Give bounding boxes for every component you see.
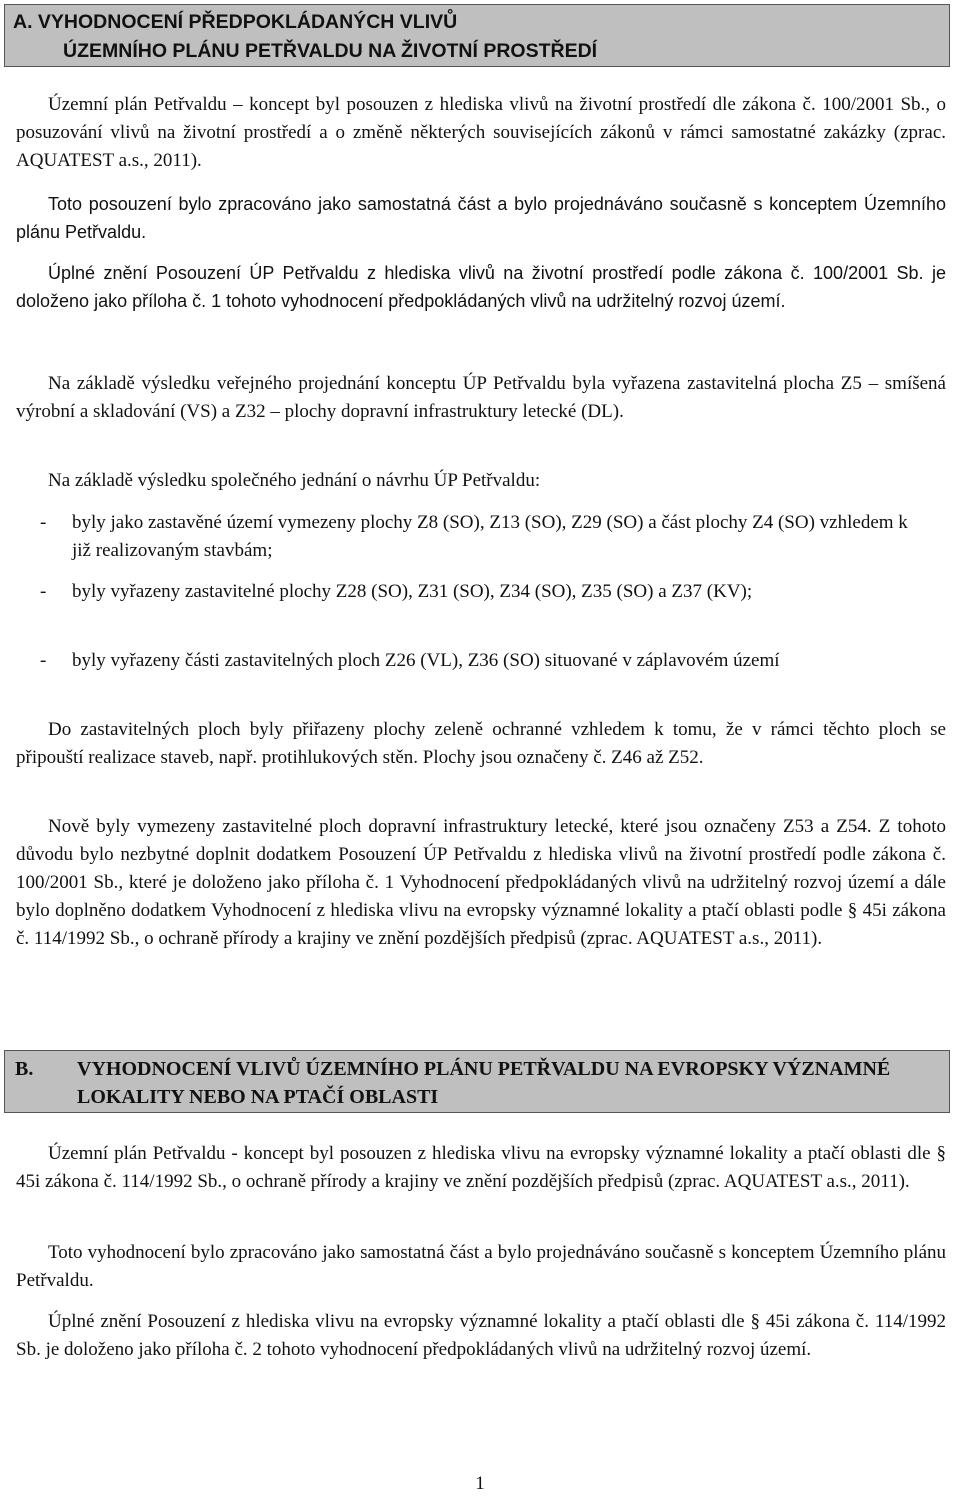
section-a-paragraph-5: Na základě výsledku společného jednání o návrhu ÚP Petřvaldu: — [48, 470, 541, 491]
list-item-text: byly vyřazeny zastavitelné plochy Z28 (SO), Z31 (SO), Z34 (SO), Z35 (SO) a Z37 (KV); — [72, 581, 753, 602]
section-b-paragraph-1: Územní plán Petřvaldu - koncept byl posouzen z hlediska vlivu na evropsky významné lokality a ptačí oblasti dle § 45i zákona č. 114/1992 Sb., o ochraně přírody a krajiny ve znění pozdějších předpisů (zprac. AQUATEST a.s., 2011). — [16, 1143, 946, 1192]
list-item-text: byly jako zastavěné území vymezeny plochy Z8 (SO), Z13 (SO), Z29 (SO) a část plochy Z4 (SO) vzhledem k již realizovaným stavbám; — [72, 512, 908, 561]
list-dash: - — [40, 581, 47, 602]
section-a-paragraph-4: Na základě výsledku veřejného projednání konceptu ÚP Petřvaldu byla vyřazena zastavitelná plocha Z5 – smíšená výrobní a skladování (VS) a Z32 – plochy dopravní infrastruktury letecké (DL). — [16, 373, 946, 422]
page-number: 1 — [475, 1473, 485, 1494]
section-a-heading — [4, 4, 950, 67]
section-a-paragraph-6: Do zastavitelných ploch byly přiřazeny plochy zeleně ochranné vzhledem k tomu, že v rámci těchto ploch se připouští realizace staveb, např. protihlukových stěn. Plochy jsou označeny č. Z46 až Z52. — [16, 719, 946, 768]
list-dash: - — [40, 512, 47, 533]
section-a-title-line1: A. VYHODNOCENÍ PŘEDPOKLÁDANÝCH VLIVŮ — [13, 11, 458, 33]
list-item — [40, 578, 920, 606]
section-a-paragraph-3: Úplné znění Posouzení ÚP Petřvaldu z hlediska vlivů na životní prostředí podle zákona č. 100/2001 Sb. je doloženo jako příloha č. 1 tohoto vyhodnocení předpokládaných vlivů na udržitelný rozvoj území. — [16, 263, 946, 311]
section-a-paragraph-1: Územní plán Petřvaldu – koncept byl posouzen z hlediska vlivů na životní prostředí dle zákona č. 100/2001 Sb., o posuzování vlivů na životní prostředí a o změně některých souvisejících zákonů v rámci samostatné zakázky (zprac. AQUATEST a.s., 2011). — [16, 94, 946, 171]
section-a-paragraph-2: Toto posouzení bylo zpracováno jako samostatná část a bylo projednáváno současně s konceptem Územního plánu Petřvaldu. — [16, 194, 946, 242]
section-b-paragraph-2: Toto vyhodnocení bylo zpracováno jako samostatná část a bylo projednáváno současně s konceptem Územního plánu Petřvaldu. — [16, 1242, 946, 1291]
section-a-title-line2: ÚZEMNÍHO PLÁNU PETŘVALDU NA ŽIVOTNÍ PROSTŘEDÍ — [63, 40, 598, 62]
list-item — [40, 647, 920, 675]
section-b-title: VYHODNOCENÍ VLIVŮ ÚZEMNÍHO PLÁNU PETŘVALDU NA EVROPSKY VÝZNAMNÉ LOKALITY NEBO NA PTAČÍ OBLASTI — [77, 1058, 891, 1108]
section-b-paragraph-3: Úplné znění Posouzení z hlediska vlivu na evropsky významné lokality a ptačí oblasti dle § 45i zákona č. 114/1992 Sb. je doloženo jako příloha č. 2 tohoto vyhodnocení předpokládaných vlivů na udržitelný rozvoj území. — [16, 1311, 946, 1360]
list-item-text: byly vyřazeny části zastavitelných ploch Z26 (VL), Z36 (SO) situované v záplavovém území — [72, 650, 780, 671]
section-a-paragraph-7: Nově byly vymezeny zastavitelné ploch dopravní infrastruktury letecké, které jsou označeny Z53 a Z54. Z tohoto důvodu bylo nezbytné doplnit dodatkem Posouzení ÚP Petřvaldu z hlediska vlivů na životní prostředí podle zákona č. 100/2001 Sb., které je doloženo jako příloha č. 1 Vyhodnocení předpokládaných vlivů na udržitelný rozvoj území a dále bylo doplněno dodatkem Vyhodnocení z hlediska vlivu na evropsky významné lokality a ptačí oblasti podle § 45i zákona č. 114/1992 Sb., o ochraně přírody a krajiny ve znění pozdějších předpisů (zprac. AQUATEST a.s., 2011). — [16, 816, 946, 949]
list-dash: - — [40, 650, 47, 671]
list-item — [40, 509, 920, 565]
section-b-letter: B. — [15, 1058, 34, 1080]
section-b-heading — [4, 1050, 950, 1113]
